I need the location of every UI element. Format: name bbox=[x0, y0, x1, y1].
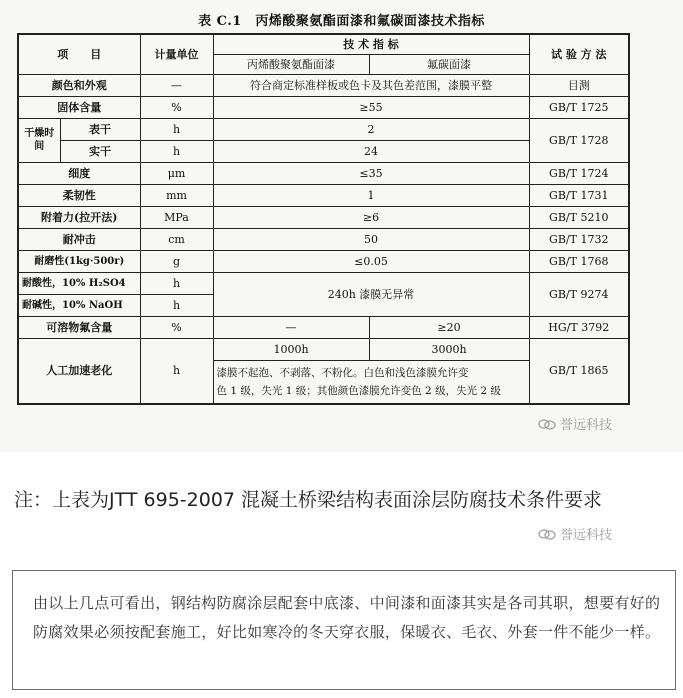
header-tech: 技 术 指 标 bbox=[213, 34, 529, 54]
row-item: 耐酸性，10% H₂SO4 bbox=[18, 272, 140, 294]
row-item: 耐磨性(1kg·500r) bbox=[18, 250, 140, 272]
aging-desc-line: 漆膜不起泡、不剥落、不粉化。白色和浅色漆膜允许变 bbox=[216, 366, 469, 379]
row-method: GB/T 1731 bbox=[529, 184, 629, 206]
row-unit: mm bbox=[140, 184, 213, 206]
table-header-row bbox=[18, 34, 629, 54]
watermark bbox=[538, 524, 612, 543]
row-method: 目测 bbox=[529, 74, 629, 96]
row-unit: % bbox=[140, 96, 213, 118]
row-unit: — bbox=[140, 74, 213, 96]
row-item: 人工加速老化 bbox=[18, 338, 140, 404]
row-value: ≤35 bbox=[213, 162, 529, 184]
table-row bbox=[18, 316, 629, 338]
watermark bbox=[538, 414, 612, 433]
watermark-text: 誉远科技 bbox=[560, 418, 613, 433]
row-value-b: ≥20 bbox=[369, 316, 529, 338]
row-subitem: 表干 bbox=[60, 118, 140, 140]
row-description bbox=[213, 360, 529, 404]
row-value: 2 bbox=[213, 118, 529, 140]
row-unit: MPa bbox=[140, 206, 213, 228]
summary-box bbox=[12, 570, 676, 690]
row-value: 符合商定标准样板或色卡及其色差范围，漆膜平整 bbox=[213, 74, 529, 96]
row-item: 干燥时间 bbox=[18, 118, 60, 162]
row-item: 耐冲击 bbox=[18, 228, 140, 250]
row-value: ≥6 bbox=[213, 206, 529, 228]
row-unit: h bbox=[140, 140, 213, 162]
row-value-a: 1000h bbox=[213, 338, 369, 360]
row-unit: μm bbox=[140, 162, 213, 184]
row-value: 24 bbox=[213, 140, 529, 162]
header-tech-b: 氟碳面漆 bbox=[369, 54, 529, 74]
row-unit: h bbox=[140, 118, 213, 140]
table-row bbox=[18, 272, 629, 294]
row-unit: g bbox=[140, 250, 213, 272]
row-method: GB/T 1768 bbox=[529, 250, 629, 272]
row-method: GB/T 1865 bbox=[529, 338, 629, 404]
aging-desc-line: 色 1 级，失光 1 级；其他颜色漆膜允许变色 2 级，失光 2 级 bbox=[216, 384, 501, 397]
table-row bbox=[18, 338, 629, 360]
watermark-text: 誉远科技 bbox=[560, 528, 613, 543]
watermark-logo-icon bbox=[538, 528, 556, 540]
row-value: ≥55 bbox=[213, 96, 529, 118]
row-subitem: 实干 bbox=[60, 140, 140, 162]
table-row bbox=[18, 184, 629, 206]
row-value: ≤0.05 bbox=[213, 250, 529, 272]
table-row bbox=[18, 118, 629, 140]
row-item: 颜色和外观 bbox=[18, 74, 140, 96]
table-row bbox=[18, 74, 629, 96]
header-method: 试 验 方 法 bbox=[529, 34, 629, 74]
row-unit: cm bbox=[140, 228, 213, 250]
row-unit: h bbox=[140, 272, 213, 294]
row-method: HG/T 3792 bbox=[529, 316, 629, 338]
row-item: 细度 bbox=[18, 162, 140, 184]
row-method: GB/T 5210 bbox=[529, 206, 629, 228]
row-item: 固体含量 bbox=[18, 96, 140, 118]
table-row bbox=[18, 96, 629, 118]
row-unit: h bbox=[140, 294, 213, 316]
row-item: 可溶物氟含量 bbox=[18, 316, 140, 338]
header-unit: 计量单位 bbox=[140, 34, 213, 74]
table-row bbox=[18, 162, 629, 184]
row-item: 柔韧性 bbox=[18, 184, 140, 206]
table-row bbox=[18, 228, 629, 250]
row-method: GB/T 1725 bbox=[529, 96, 629, 118]
row-method: GB/T 9274 bbox=[529, 272, 629, 316]
row-unit: h bbox=[140, 338, 213, 404]
note-text: 注：上表为JTT 695-2007 混凝土桥梁结构表面涂层防腐技术条件要求 bbox=[14, 489, 603, 511]
summary-paragraph: 由以上几点可看出，钢结构防腐涂层配套中底漆、中间漆和面漆其实是各司其职，想要有好的防腐效果必须按配套施工，好比如寒冷的冬天穿衣服，保暖衣、毛衣、外套一件不能少一样。 bbox=[33, 594, 661, 641]
table-row bbox=[18, 206, 629, 228]
row-item: 耐碱性，10% NaOH bbox=[18, 294, 140, 316]
row-item: 附着力(拉开法) bbox=[18, 206, 140, 228]
row-value-b: 3000h bbox=[369, 338, 529, 360]
row-method: GB/T 1732 bbox=[529, 228, 629, 250]
spec-table bbox=[17, 33, 630, 405]
row-value-a: — bbox=[213, 316, 369, 338]
table-title: 表 C.1 丙烯酸聚氨酯面漆和氟碳面漆技术指标 bbox=[198, 14, 485, 29]
row-unit: % bbox=[140, 316, 213, 338]
row-method: GB/T 1724 bbox=[529, 162, 629, 184]
row-value: 240h 漆膜无异常 bbox=[213, 272, 529, 316]
header-tech-a: 丙烯酸聚氨酯面漆 bbox=[213, 54, 369, 74]
header-item: 项 目 bbox=[18, 34, 140, 74]
watermark-logo-icon bbox=[538, 418, 556, 430]
row-value: 1 bbox=[213, 184, 529, 206]
table-row bbox=[18, 250, 629, 272]
row-value: 50 bbox=[213, 228, 529, 250]
row-method: GB/T 1728 bbox=[529, 118, 629, 162]
